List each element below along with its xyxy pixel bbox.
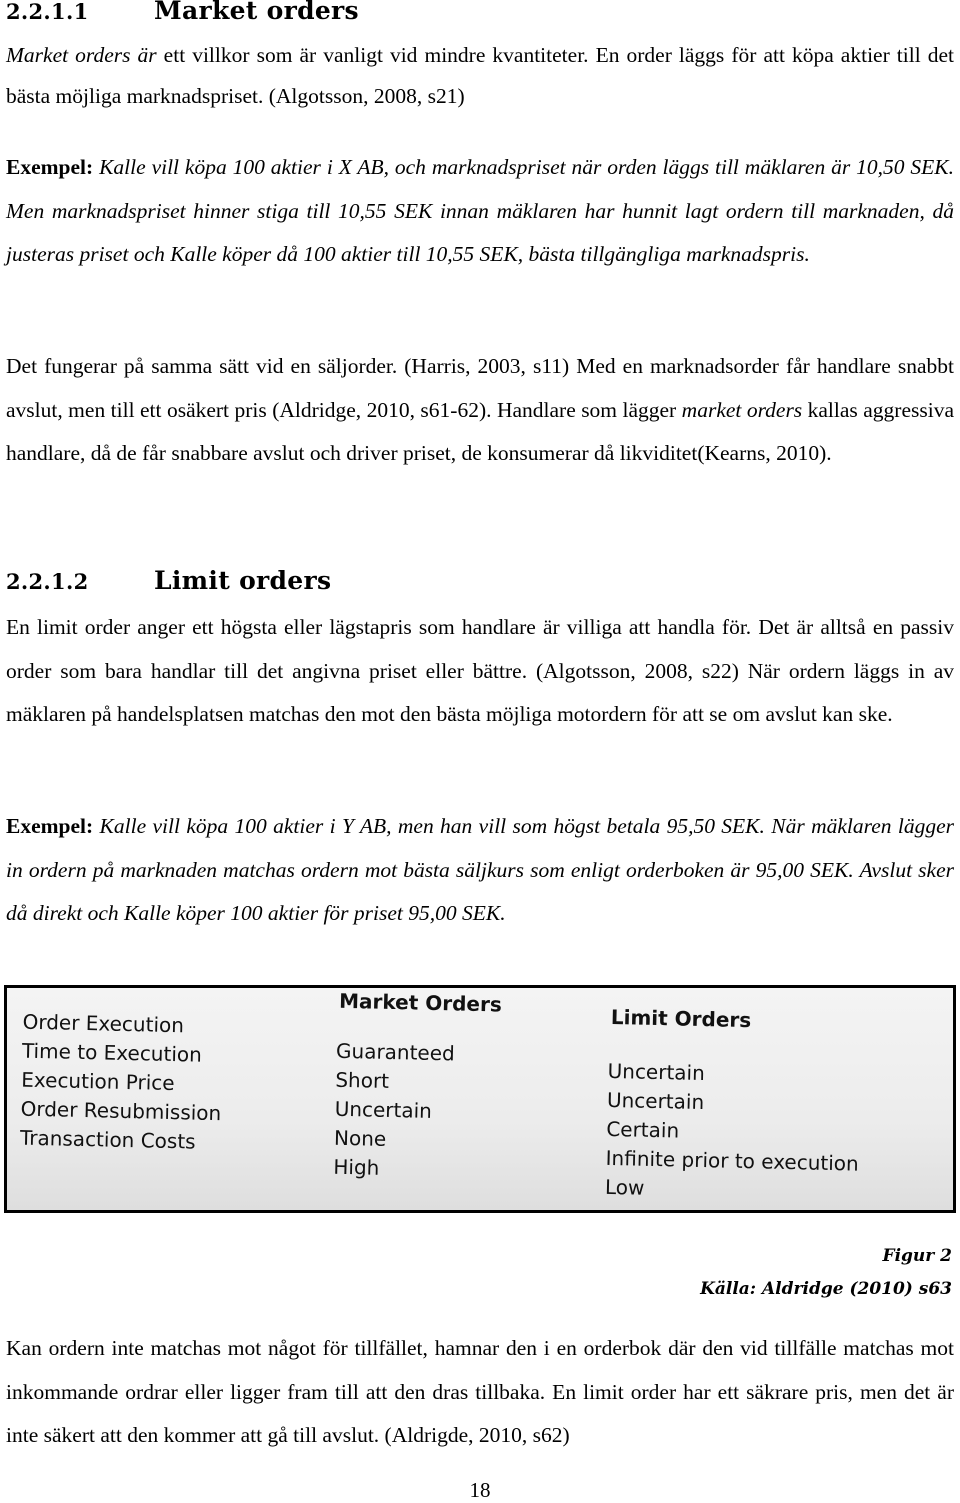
section-title: Limit orders — [154, 566, 332, 595]
body-text: ett villkor som är vanligt vid mindre kvantiteter. En order läggs för att köpa aktier till det bästa möjliga marknadspriset. (Algotsson, 2008, s21) — [6, 43, 954, 108]
paragraph-market-details — [6, 345, 954, 476]
section-number: 2.2.1.1 — [6, 0, 89, 24]
section-number: 2.2.1.2 — [6, 569, 89, 594]
paragraph-orderbook — [6, 1327, 954, 1458]
market-value: High — [333, 1154, 380, 1180]
body-text: Det fungerar på samma sätt vid en säljorder. (Harris, 2003, s11) Med en marknadsorder får handlare snabbt avslut, men till ett osäkert pris (Aldridge, 2010, s61-62). Handlare som lägger — [6, 354, 954, 422]
column-header-limit-orders: Limit Orders — [610, 1004, 752, 1033]
row-label: Time to Execution — [21, 1038, 203, 1067]
row-label: Execution Price — [21, 1067, 175, 1096]
example-label: Exempel: — [6, 814, 94, 838]
figure-caption-number: Figur 2 — [882, 1246, 952, 1266]
limit-value: Uncertain — [606, 1087, 705, 1115]
limit-value: Low — [604, 1174, 645, 1200]
market-orders-values — [333, 1037, 455, 1185]
column-header-market-orders: Market Orders — [338, 988, 503, 1017]
row-label: Transaction Costs — [19, 1125, 196, 1154]
emphasis-text: market orders — [681, 397, 803, 422]
figure-order-comparison — [4, 985, 956, 1213]
section-heading-limit-orders — [6, 566, 331, 595]
section-heading-market-orders — [6, 0, 359, 25]
limit-orders-values — [605, 1057, 861, 1208]
market-value: Uncertain — [334, 1096, 433, 1123]
market-value: None — [333, 1125, 387, 1151]
paragraph-limit-orders — [6, 606, 954, 737]
limit-value: Infinite prior to execution — [605, 1145, 860, 1176]
emphasis-text: Market orders är — [6, 43, 157, 67]
body-text: En limit order anger ett högsta eller lägstapris som handlare är villiga att handla för. Det är alltså en passiv order som bara handlar till det angivna priset eller bättre. (Algotsson, 2008, s22) När ordern läggs in av mäklaren på handelsplatsen matchas den mot den bästa möjliga motordern för att se om avslut kan ske. — [6, 615, 954, 726]
row-labels — [20, 1008, 224, 1158]
limit-value: Uncertain — [607, 1058, 706, 1086]
body-text: Kan ordern inte matchas mot något för tillfället, hamnar den i en orderbok där den vid tillfälle matchas mot inkommande ordrar eller ligger fram till att den dras tillbaka. En limit order har ett säkrare pris, men det är inte säkert att den kommer att gå till avslut. (Aldrigde, 2010, s62) — [6, 1336, 954, 1447]
paragraph-market-example — [6, 146, 954, 277]
limit-value: Certain — [606, 1116, 680, 1143]
paragraph-limit-example — [6, 805, 954, 936]
section-title: Market orders — [154, 0, 359, 25]
row-label: Order Execution — [22, 1009, 185, 1038]
paragraph-market-orders-intro — [6, 35, 954, 117]
example-text: Kalle vill köpa 100 aktier i Y AB, men han vill som högst betala 95,50 SEK. När mäklaren lägger in ordern på marknaden matchas ordern mot bästa säljkurs som enligt orderboken är 95,00 SEK. Avslut sker då direkt och Kalle köper 100 aktier för priset 95,00 SEK. — [6, 814, 954, 925]
market-value: Guaranteed — [335, 1038, 456, 1066]
example-text: Kalle vill köpa 100 aktier i X AB, och marknadspriset när orden läggs till mäklaren är 10,50 SEK. Men marknadspriset hinner stiga till 10,55 SEK innan mäklaren har hunnit lagt ordern till marknaden, då justeras priset och Kalle köper då 100 aktier till 10,55 SEK, bästa tillgängliga marknadspris. — [6, 155, 954, 266]
example-label: Exempel: — [6, 155, 94, 179]
page-number: 18 — [469, 1478, 491, 1502]
figure-caption-source: Källa: Aldridge (2010) s63 — [700, 1279, 952, 1299]
body-text: kallas aggressiva handlare, då de får snabbare avslut och driver priset, de konsumerar då likviditet(Kearns, 2010). — [6, 397, 954, 465]
market-value: Short — [335, 1067, 390, 1093]
row-label: Order Resubmission — [20, 1096, 222, 1126]
